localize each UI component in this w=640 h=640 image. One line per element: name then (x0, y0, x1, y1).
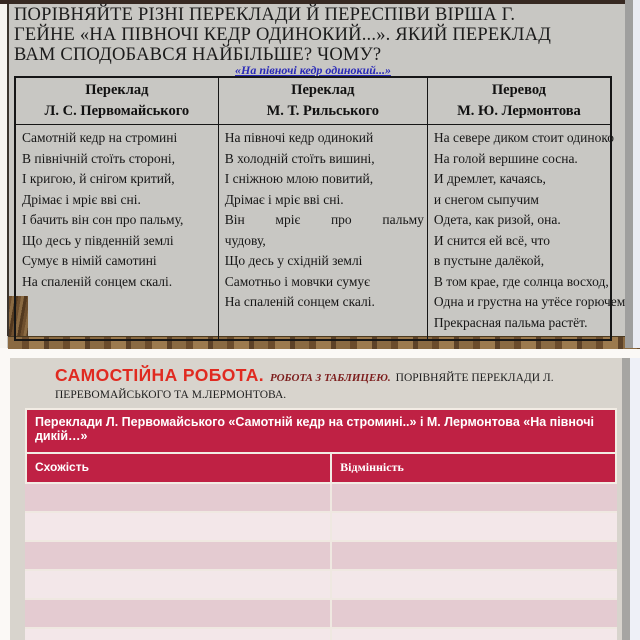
poem-line: На спаленій сонцем скалі. (22, 273, 173, 289)
header-line: М. Ю. Лермонтова (457, 103, 581, 119)
right-edge-strip (633, 0, 640, 348)
comparison-table (25, 408, 617, 640)
translations-table (14, 76, 626, 341)
poem-line: чудову, (224, 232, 266, 248)
poem-line: І бачить він сон про пальму, (22, 212, 184, 227)
poem-line: Сумує в німій самотині (22, 253, 157, 268)
poem-line: Самотній кедр на стромині (22, 130, 178, 145)
header-line: М. Т. Рильського (266, 103, 380, 119)
difference-column-header: Відмінність (332, 454, 615, 482)
header-line: Л. С. Первомайського (44, 103, 190, 119)
poem-line: Він мріє про пальму (224, 212, 424, 227)
poem-line: В холодній стоїть вишині, (224, 150, 375, 166)
poem-line: На півночі кедр одинокий (224, 130, 374, 145)
header-rylskyi (218, 77, 427, 125)
slide-title: ПОРІВНЯЙТЕ РІЗНІ ПЕРЕКЛАДИ Й ПЕРЕСПІВИ ВІРША Г. ГЕЙНЕ «НА ПІВНОЧІ КЕДР ОДИНОКИЙ...». ЯКИЙ ПЕРЕКЛАД ВАМ СПОДОБАВСЯ НАЙБІЛЬШЕ? ЧОМУ? (14, 5, 552, 65)
poem-line: Одна и грустна на утёсе горючем (433, 294, 626, 309)
empty-row (25, 542, 617, 571)
comparison-table-body (25, 484, 617, 640)
bottom-right-margin (630, 358, 640, 640)
similarity-column-header: Схожість (27, 454, 332, 482)
poem-line: Самотньо і мовчки сумує (224, 273, 370, 289)
poem-line: Дрімає і мріє вві сні. (224, 191, 344, 207)
similarity-cell (25, 629, 332, 640)
empty-row (25, 484, 617, 513)
poem-caption: «На півночі кедр одинокий...» (235, 63, 391, 77)
heading-sub: РОБОТА З ТАБЛИЦЕЮ. (270, 372, 391, 384)
poem-line: На голой вершине сосна. (433, 150, 578, 166)
poem-rylskyi (218, 125, 427, 341)
empty-row (25, 571, 617, 600)
similarity-cell (25, 513, 332, 540)
poem-line: Що десь у південній землі (22, 232, 174, 248)
poem-line: Одета, как ризой, она. (433, 212, 561, 227)
screen-frame-line (7, 4, 9, 336)
header-line: Переклад (85, 82, 149, 98)
poem-line: І кригою, й снігом критий, (22, 171, 175, 186)
comparison-table-header (25, 452, 617, 484)
poem-line: И дремлет, качаясь, (433, 171, 546, 186)
poem-line: Прекрасная пальма растёт. (433, 314, 588, 330)
similarity-cell (25, 571, 332, 598)
poem-line: На спаленій сонцем скалі. (224, 294, 375, 309)
header-line: Переклад (291, 82, 355, 98)
header-lermontov (427, 77, 611, 125)
difference-cell (332, 513, 617, 540)
comparison-table-title: Переклади Л. Первомайського «Самотній кедр на стромині..» і М. Лермонтова «На півночі дикій…» (25, 408, 617, 452)
empty-row (25, 629, 617, 640)
poem-line: в пустыне далёкой, (433, 253, 545, 268)
empty-row (25, 600, 617, 629)
header-pervomaiskyi (15, 77, 218, 125)
top-frame-strip (0, 0, 640, 4)
poem-line: І сніжною млою повитий, (224, 171, 374, 186)
empty-row (25, 513, 617, 542)
similarity-cell (25, 542, 332, 569)
worksheet-heading (55, 365, 611, 403)
similarity-cell (25, 484, 332, 511)
poem-line: В том крае, где солнца восход, (433, 273, 609, 289)
poem-line: Дрімає і мріє вві сні. (22, 191, 141, 207)
difference-cell (332, 629, 617, 640)
poem-lermontov (427, 125, 626, 341)
table-header-row (15, 77, 611, 125)
bottom-slide (10, 358, 622, 640)
poem-line: В північній стоїть стороні, (22, 150, 176, 166)
difference-cell (332, 600, 617, 627)
poem-line: Що десь у східній землі (224, 253, 363, 268)
poem-pervomaiskyi (15, 125, 218, 341)
heading-rest: ПОРІВНЯЙТЕ ПЕРЕКЛАДИ Л. ПЕРЕВОМАЙСЬКОГО ТА М.ЛЕРМОНТОВА. (55, 372, 554, 401)
bottom-slide-shadow (622, 358, 630, 640)
difference-cell (332, 542, 617, 569)
difference-cell (332, 571, 617, 598)
table-body-row (15, 125, 611, 341)
poem-line: На севере диком стоит одиноко (433, 130, 614, 145)
heading-main: САМОСТІЙНА РОБОТА. (55, 365, 265, 385)
similarity-cell (25, 600, 332, 627)
header-line: Перевод (491, 82, 547, 98)
poem-line: И снится ей всё, что (433, 232, 551, 248)
poem-line: и снегом сыпучим (433, 191, 539, 207)
left-margin (0, 4, 7, 348)
right-shadow-strip (625, 0, 633, 348)
difference-cell (332, 484, 617, 511)
